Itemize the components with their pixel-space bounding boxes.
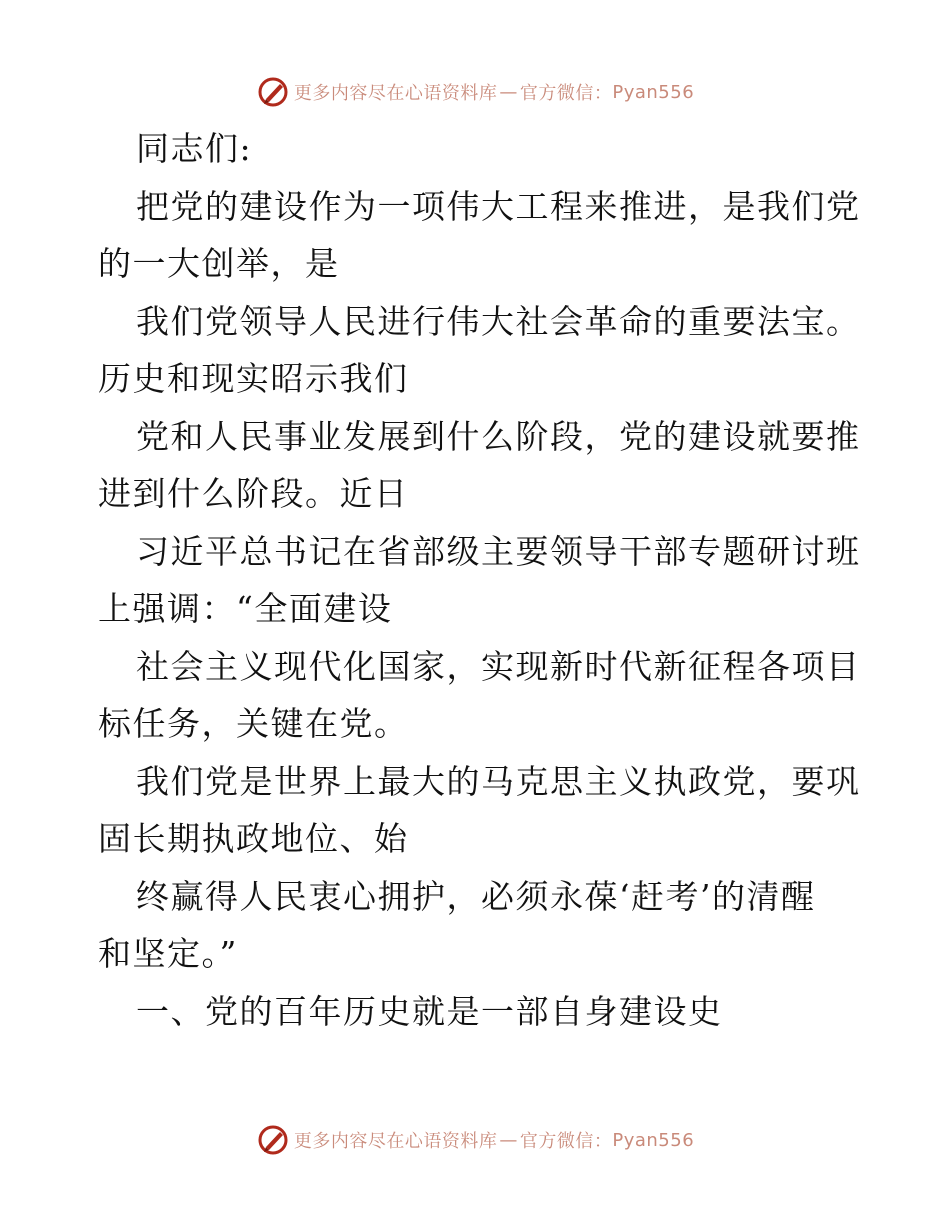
watermark-text: 更多内容尽在心语资料库 bbox=[293, 1131, 498, 1152]
watermark-account: Pyan556 bbox=[612, 81, 695, 103]
watermark-official: 官方微信： bbox=[519, 1131, 613, 1152]
watermark-text: 更多内容尽在心语资料库 bbox=[293, 83, 498, 104]
doc-line: 习近平总书记在省部级主要领导干部专题研讨班 bbox=[136, 531, 861, 571]
doc-line: 的一大创举，是 bbox=[98, 244, 340, 283]
footer-watermark bbox=[0, 1120, 950, 1160]
watermark-separator: — bbox=[499, 81, 518, 103]
watermark-separator: — bbox=[499, 1129, 518, 1151]
watermark-official: 官方微信： bbox=[519, 83, 613, 104]
doc-line: 和坚定。” bbox=[98, 934, 238, 973]
doc-line: 固长期执政地位、始 bbox=[98, 819, 409, 858]
document-body bbox=[98, 120, 861, 1040]
watermark-account: Pyan556 bbox=[612, 1129, 695, 1151]
doc-line-salutation: 同志们: bbox=[136, 129, 253, 168]
doc-line: 进到什么阶段。近日 bbox=[98, 474, 409, 513]
pen-logo-icon bbox=[256, 75, 290, 109]
doc-line: 我们党领导人民进行伟大社会革命的重要法宝。 bbox=[136, 301, 861, 341]
doc-line: 我们党是世界上最大的马克思主义执政党，要巩 bbox=[136, 761, 861, 801]
section-heading: 一、党的百年历史就是一部自身建设史 bbox=[136, 991, 723, 1031]
doc-line: 历史和现实昭示我们 bbox=[98, 359, 409, 398]
doc-line: 标任务，关键在党。 bbox=[98, 704, 409, 743]
doc-line: 党和人民事业发展到什么阶段，党的建设就要推 bbox=[136, 416, 861, 456]
pen-logo-icon bbox=[256, 1123, 290, 1157]
doc-line: 社会主义现代化国家，实现新时代新征程各项目 bbox=[136, 646, 861, 686]
doc-line: 终赢得人民衷心拥护，必须永葆‘赶考’的清醒 bbox=[136, 876, 816, 916]
header-watermark bbox=[0, 72, 950, 112]
doc-line: 把党的建设作为一项伟大工程来推进，是我们党 bbox=[136, 186, 861, 226]
doc-line: 上强调：“全面建设 bbox=[98, 589, 393, 628]
